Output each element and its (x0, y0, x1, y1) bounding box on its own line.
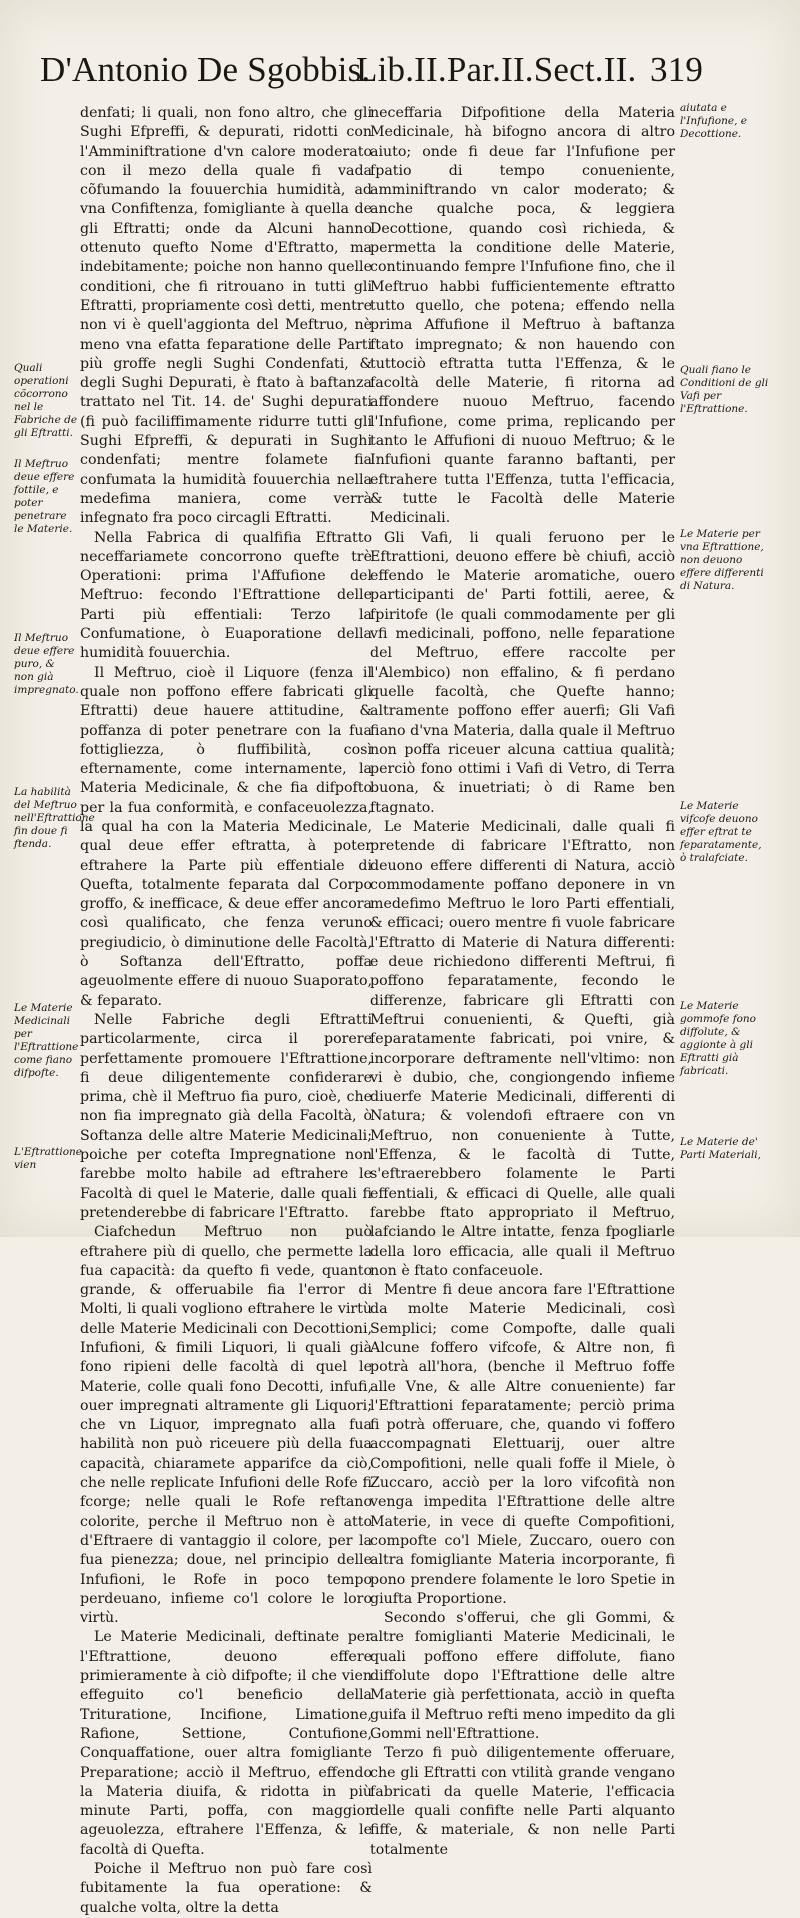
paragraph: Mentre fi deue ancora fare l'Eftrattione da molte Materie Medicinali, così Semplici; come Compofte, dalle quali Alcune foffero vifcofe, & Altre non, fi potrà all'hora, (benche il Meftruo foffe alle Vne, & alle Altre conueniente) far l'Eftrattioni feparatamente; perciò prima fi potrà offeruare, che, quando vi foffero accompagnati Elettuarij, ouer altre Compofitioni, nelle quali foffe il Miele, ò Zuccaro, acciò per la loro vifcofità non venga impedita l'Eftrattione delle altre Materie, in vece di quefte Compofitioni, compofte co'l Miele, Zuccaro, ouero con altra fomigliante Materia incorporante, fi pono prendere folamente le loro Spetie in giufta Proportione. (370, 1282, 675, 1607)
margin-note: Le Materie gommofe fono diffolute, & aggionte à gli Eftratti già fabricati. (680, 1000, 757, 1077)
paragraph: Il Meftruo, cioè il Liquore (fenza il quale non poffono effere fabricati gli Eftratti) deue hauere attitudine, & poffanza di poter penetrare con la fua fottigliezza, ò fluffibilità, così efternamente, come internamente, la Materia Medicinale, & che fia difpofto per la fua conformità, e confaceuolezza, la qual ha con la Materia Medicinale, qual deue effer eftratta, à poter eftrahere la Parte più effentiale di Quefta, totalmente feparata dal Corpo groffo, & inefficace, & deue effer ancora così qualificato, che fenza veruno pregiudicio, ò diminutione delle Facoltà, ò Softanza dell'Eftratto, poffa ageuolmente effere di nuouo Suaporato, & feparato. (80, 664, 372, 1009)
paragraph: Nelle Fabriche degli Eftratti particolarmente, circa il porere perfettamente promouere l'Eftrattione, fi deue diligentemente confiderare prima, chè il Meftruo fia puro, cioè, che non fia impregnato già della Facoltà, ò Softanza delle altre Materie Medicinali; poiche per cotefta Impregnatione non farebbe molto habile ad eftrahere le Facoltà di quel le Materie, dalle quali fi pretenderebbe di fabricare l'Eftratto. (80, 1011, 372, 1221)
paragraph: Poiche il Meftruo non può fare così fubitamente la fua operatione: & qualche volta, oltre la detta (80, 1861, 372, 1916)
margin-note: Le Materie per vna Eftrattione, non deuono effere differenti di Natura. (680, 528, 764, 592)
margin-note: Quali fiano le Conditioni de gli Vafi per l'Eftrattione. (680, 364, 769, 415)
paragraph: Le Materie Medicinali, deftinate per l'Eftrattione, deuono effere primieramente à ciò difpofte; il che vien effeguito co'l beneficio della Trituratione, Incifione, Limatione, Rafione, Settione, Contufione, Conquaffatione, ouer altra fomigliante Preparatione; acciò il Meftruo, effendo la Materia diuifa, & ridotta in più minute Parti, poffa, con maggior ageuolezza, eftrahere l'Effenza, & le facoltà di Quefta. (80, 1629, 372, 1858)
margin-note: Le Materie de' Parti Materiali, (680, 1136, 761, 1161)
header-author: D'Antonio De Sgobbis. (40, 50, 371, 89)
paragraph: Ciafchedun Meftruo non può eftrahere più di quello, che permette la fua capacità: da quefto fi vede, quanto grande, & offeruabile fia l'error di Molti, li quali vogliono eftrahere le virtù delle Materie Medicinali con Decottioni, Infufioni, & fimili Liquori, li quali già fono ripieni delle facoltà di quel le Materie, colle quali fono Decotti, infufi, ouer impregnati altramente gli Liquori; che vn Liquor, impregnato alla fua habilità non può riceuere più della fua capacità, chiaramete apparifce da ciò, che nelle replicate Infufioni delle Rofe fi fcorge; nelle quali le Rofe reftano colorite, perche il Meftruo non è atto d'Eftraere di vantaggio il colore, per la fua pienezza; doue, nel principio delle Infufioni, le Rofe in poco tempo perdeuano, infieme co'l colore le loro virtù. (80, 1224, 372, 1627)
paragraph: Gli Vafi, li quali feruono per le Eftrattioni, deuono effere bè chiufi, acciò effendo le Materie aromatiche, ouero participanti de' Parti fottili, aeree, & fpiritofe (le quali commodamente per gli vfi medicinali, poffono, nelle feparatione del Meftruo, effere raccolte per l'Alembico) non effalino, & fi perdano quelle facoltà, che Quefte hanno; altramente poffono effer auerfi; Gli Vafi fiano d'vna Materia, dalla quale il Meftruo non poffa riceuer alcuna cattiua qualità; perciò fono ottimi i Vafi di Vetro, di Terra buona, & inuetriati; ò di Rame ben ftagnato. (370, 529, 675, 816)
margin-note: Le Materie Medicinali per l'Eftrattione come fiano difpofte. (14, 1002, 79, 1079)
paragraph: Nella Fabrica di qualfifia Eftratto neceffariamete concorrono quefte trè Operationi: prima l'Affufione del Meftruo: fecondo l'Eftrattione delle Parti più effentiali: Terzo la Confumatione, ò Euaporatione della humidità fouuerchia. (80, 529, 372, 662)
margin-note: L'Eftrattione vien (14, 1146, 83, 1171)
margin-note: Quali operationi cõcorrono nel le Fabriche de gli Eftratti. (14, 362, 78, 439)
running-header (40, 50, 780, 102)
paragraph: denfati; li quali, non fono altro, che gli Sughi Efpreffi, & depurati, ridotti con l'Amminiftratione d'vn calore moderato con il mezo della quale fi vada cõfumando la fouuerchia humidità, ad vna Confiftenza, fomigliante à quella de gli Eftratti; onde da Alcuni hanno ottenuto quefto Nome d'Eftratto, ma indebitamente; poiche non hanno quelle conditioni, che fi ritrouano in tutti gli Eftratti, propriamente così detti, mentre non vi è quell'aggionta del Meftruo, nè meno vna efatta feparatione delle Parti più groffe negli Sughi Condenfati, & degli Sughi Depurati, è ftato à baftanza trattato nel Tit. 14. de' Sughi depurati (fi può faciliffimamente ridurre tutti gli Sughi Efpreffi, & depurati in Sughi condenfati; mentre folamete fia confumata la humidità fouuerchia nella medefima maniera, come verrà infegnato fra poco circagli Eftratti. (80, 105, 372, 527)
left-text-column (80, 104, 372, 1916)
paragraph: Terzo fi può diligentemente offeruare, che gli Eftratti con vtilità grande vengano fabricati da quelle Materie, l'efficacia delle quali confifte nelle Parti alquanto fiffe, & materiale, & non nelle Parti totalmente (370, 1745, 675, 1858)
header-section: Lib.II.Par.II.Sect.II. (356, 50, 637, 89)
margin-note: La habilità del Meftruo nell'Eftrattione fin doue fi ftenda. (14, 786, 95, 850)
margin-note: Il Meftruo deue effere puro, & non già impregnato. (14, 632, 79, 696)
page-number: 319 (650, 50, 704, 89)
paragraph: neceffaria Difpofitione della Materia Medicinale, hà bifogno ancora di altro aiuto; onde fi deue far l'Infufione per fpatio di tempo conueniente, amminiftrando vn calor moderato; & anche qualche poca, & leggiera Decottione, quando così richieda, & permetta la conditione delle Materie, continuando fempre l'Infufione fino, che il Meftruo habbi fufficientemente eftratto tutto quello, che potena; effendo nella prima Affufione il Meftruo à baftanza ftato impregnato; & non hauendo con tuttociò eftratta tutta l'Effenza, & le facoltà delle Materie, fi ritorna ad affondere nuouo Meftruo, facendo l'Infufione, come prima, replicando per tanto le Affufioni di nuouo Meftruo; & le Infufioni quante faranno baftanti, per eftrahere tutta l'Effenza, tutta l'efficacia, & tutte le Facoltà delle Materie Medicinali. (370, 105, 675, 527)
margin-note: aiutata e l'Infufione, e Decottione. (680, 102, 747, 140)
margin-note: Il Meftruo deue effere fottile, e poter penetrare le Materie. (14, 458, 75, 535)
paragraph: Le Materie Medicinali, dalle quali fi pretende di fabricare l'Eftratto, non deuono effere differenti di Natura, acciò commodamente poffano deponere in vn medefimo Meftruo le loro Parti effentiali, & efficaci; ouero mentre fi vuole fabricare l'Eftratto di Materie di Natura differenti: e deue richiedono differenti Meftrui, fi poffono feparatamente, fecondo le differenze, fabricare gli Eftratti con Meftrui conuenienti, & Quefti, già feparatamente fabricati, poi vnire, & incorporare deftramente nell'vltimo: non vi è dubio, che, congiongendo infieme diuerfe Materie Medicinali, differenti di Natura; & volendofi eftraere con vn Meftruo, non conueniente à Tutte, l'Effenza, & le facoltà di Tutte, s'eftraerebbero folamente le Parti effentiali, & efficaci di Quelle, alle quali farebbe ftato appropriato il Meftruo, lafciando le Altre intatte, fenza fpogliarle della loro efficacia, alle quali il Meftruo non è ftato confaceuole. (370, 818, 675, 1279)
right-text-column (370, 104, 675, 1858)
paragraph: Secondo s'offerui, che gli Gommi, & altre fomiglianti Materie Medicinali, le quali poffono effere diffolute, fiano diffolute dopo l'Eftrattione delle altre Materie già perfettionata, acciò in quefta guifa il Meftruo refti meno impedito da gli Gommi nell'Eftrattione. (370, 1610, 675, 1742)
margin-note: Le Materie vifcofe deuono effer eftrat te feparatamente, ò tralafciate. (680, 800, 762, 864)
